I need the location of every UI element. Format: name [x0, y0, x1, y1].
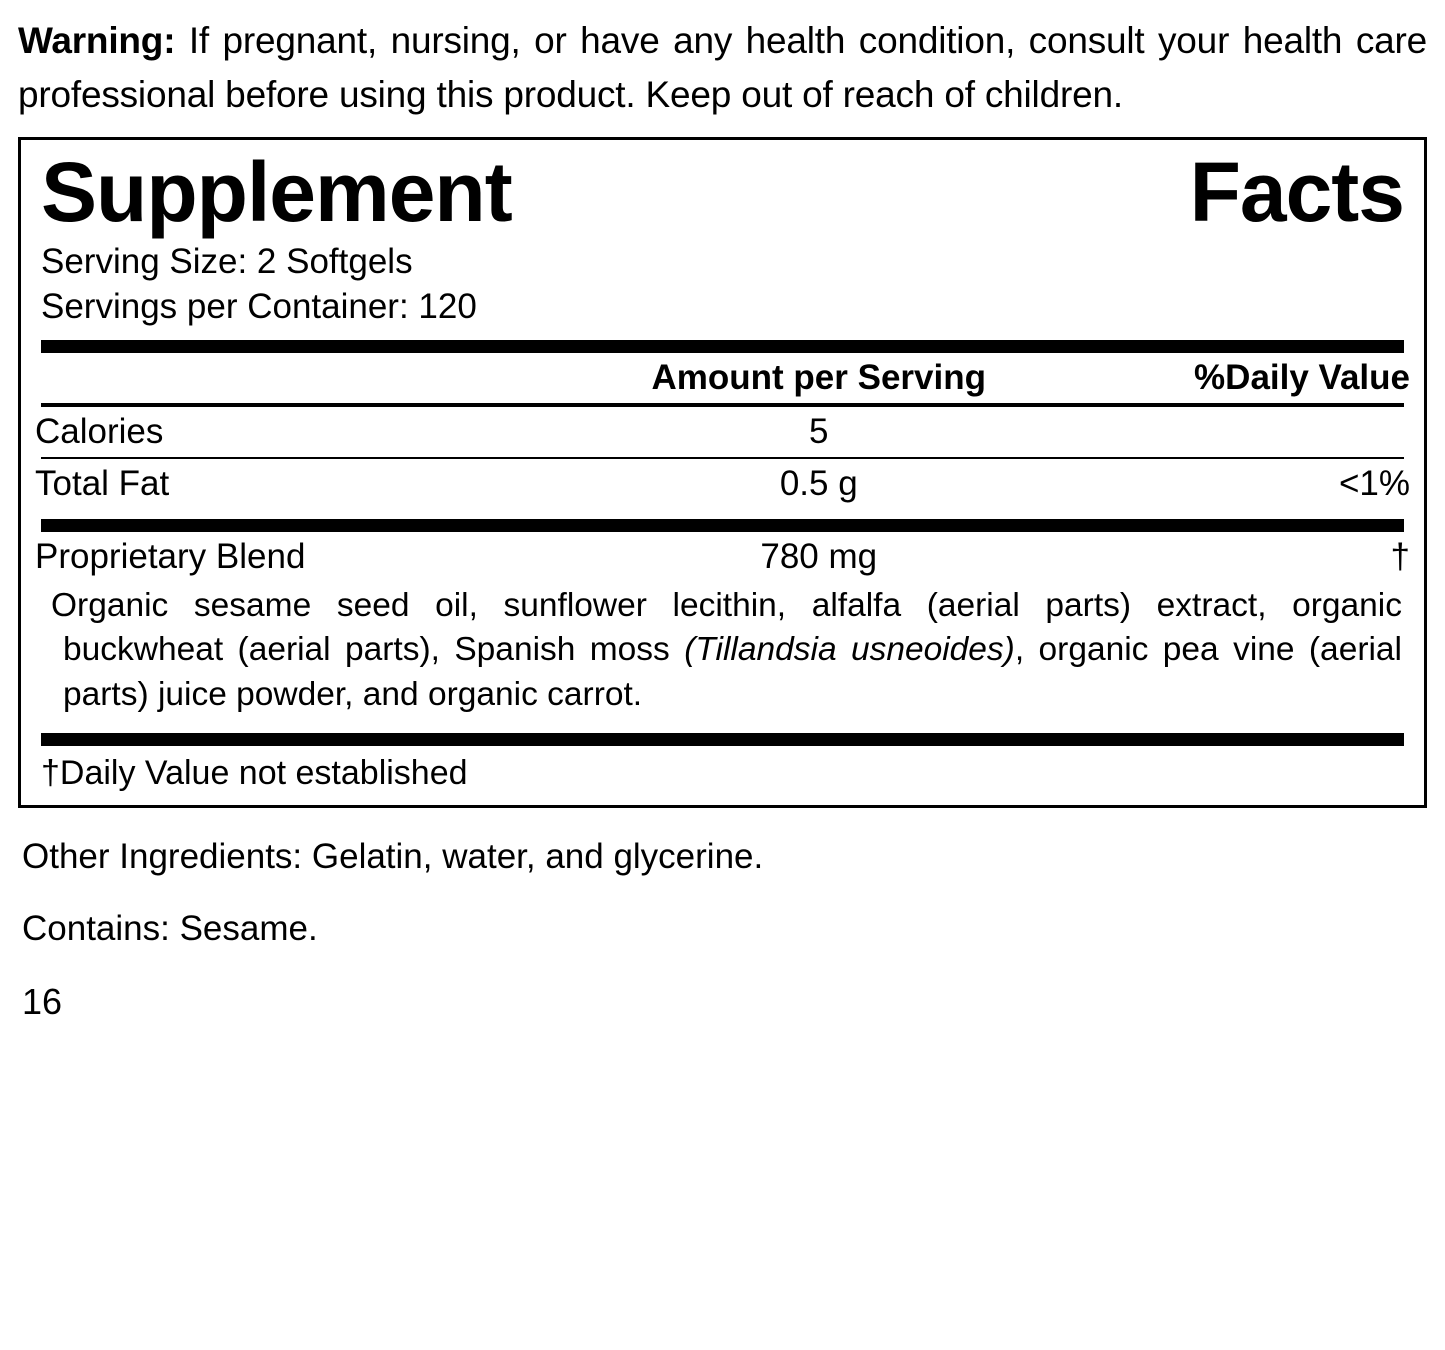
serving-size: Serving Size: 2 Softgels: [41, 241, 413, 281]
warning-label: Warning:: [18, 20, 176, 61]
supplement-facts-title: [35, 146, 1410, 240]
row-total-fat-amount: 0.5 g: [779, 463, 858, 503]
supplement-facts-table: [35, 353, 1410, 403]
other-ingredients: Other Ingredients: Gelatin, water, and glycerine.: [22, 837, 764, 877]
blend-desc-part2: , organic pea vine (aerial parts) juice powder, and organic carrot.: [63, 631, 1402, 713]
table-row: [35, 532, 1410, 582]
table-row: [35, 407, 1410, 457]
supplement-facts-panel: [18, 137, 1427, 808]
servings-per-container: Servings per Container: 120: [41, 286, 477, 326]
nutrient-rows-2: [35, 459, 1410, 509]
warning-text: If pregnant, nursing, or have any health condition, consult your health care professional before using this product. Keep out of reach of children.: [18, 20, 1427, 116]
nutrient-rows: [35, 407, 1410, 457]
row-total-fat-dv: <1%: [1338, 463, 1410, 503]
divider-thick-top: [41, 340, 1404, 353]
supplement-facts-title-left: Supplement: [41, 144, 512, 239]
header-amount-per-serving: Amount per Serving: [651, 357, 986, 397]
divider-thick-bottom: [41, 733, 1404, 746]
row-blend-dv: †: [1390, 536, 1410, 576]
warning-paragraph: [18, 0, 1427, 123]
table-row: [35, 459, 1410, 509]
row-calories-name: Calories: [35, 411, 164, 451]
contains-allergens: Contains: Sesame.: [22, 908, 318, 948]
row-total-fat-name: Total Fat: [35, 463, 170, 503]
daily-value-footnote: †Daily Value not established: [41, 754, 468, 793]
table-header-row: [35, 353, 1410, 403]
supplement-facts-title-right: Facts: [1189, 144, 1404, 239]
page-number: 16: [22, 981, 63, 1023]
blend-desc-part1: Organic sesame seed oil, sunflower lecithin, alfalfa (aerial parts) extract, organic buckwheat (aerial parts), Spanish moss: [51, 586, 1402, 669]
proprietary-blend-description: [35, 582, 1410, 724]
proprietary-blend-row: [35, 532, 1410, 582]
divider-thick-middle: [41, 519, 1404, 532]
row-calories-amount: 5: [809, 411, 829, 451]
row-calories-dv: [1108, 407, 1411, 457]
below-panel-text: [18, 834, 1427, 951]
row-blend-amount: 780 mg: [760, 536, 878, 576]
header-daily-value: %Daily Value: [1194, 357, 1410, 397]
header-nutrient: [35, 353, 530, 403]
row-blend-name: Proprietary Blend: [35, 536, 306, 576]
blend-desc-italic: (Tillandsia usneoides): [684, 631, 1015, 669]
